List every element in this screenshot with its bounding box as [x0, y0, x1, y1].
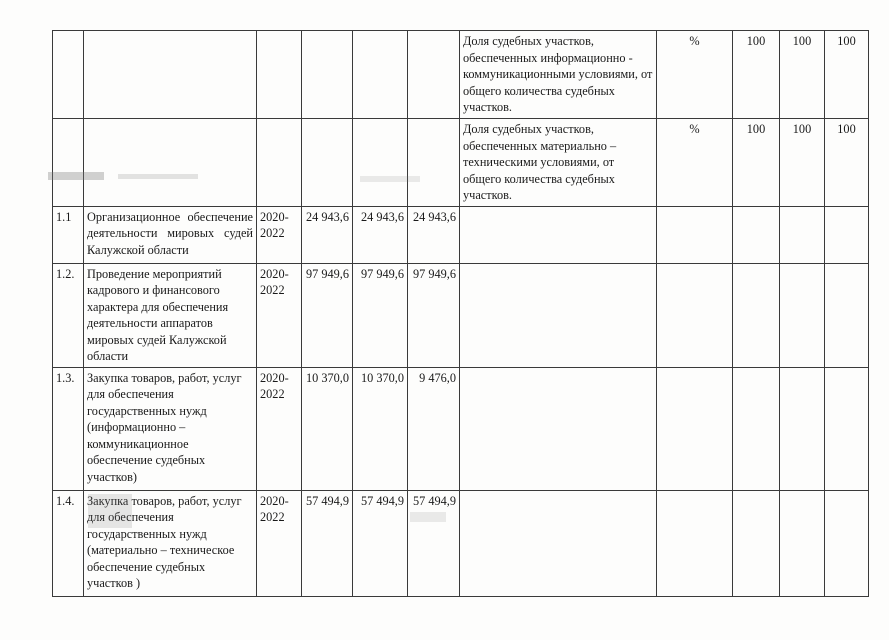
item-name: Проведение мероприятий кадрового и финансового характера для обеспечения деятельности аппаратов мировых судей Калужской области — [84, 263, 257, 367]
value-cell: 100 — [825, 119, 869, 207]
table-cell — [780, 263, 825, 367]
table-cell — [780, 490, 825, 596]
item-period: 2020-2022 — [257, 490, 302, 596]
amount-cell: 24 943,6 — [302, 206, 353, 263]
program-item-row — [53, 490, 869, 596]
table-cell — [257, 31, 302, 119]
item-number: 1.2. — [53, 263, 84, 367]
program-item-row — [53, 206, 869, 263]
table-cell — [408, 31, 460, 119]
table-cell — [733, 263, 780, 367]
indicator-row — [53, 119, 869, 207]
item-period: 2020-2022 — [257, 263, 302, 367]
table-cell — [460, 490, 657, 596]
unit-cell: % — [657, 31, 733, 119]
table-cell — [825, 367, 869, 490]
amount-cell: 97 949,6 — [408, 263, 460, 367]
program-item-row — [53, 367, 869, 490]
value-cell: 100 — [780, 31, 825, 119]
program-table — [52, 30, 869, 597]
amount-cell: 57 494,9 — [353, 490, 408, 596]
table-cell — [825, 206, 869, 263]
amount-cell: 57 494,9 — [408, 490, 460, 596]
table-cell — [53, 119, 84, 207]
item-name: Закупка товаров, работ, услуг для обеспечения государственных нужд (материально – техническое обеспечение судебных участков ) — [84, 490, 257, 596]
amount-cell: 9 476,0 — [408, 367, 460, 490]
table-cell — [733, 367, 780, 490]
table-cell — [84, 119, 257, 207]
table-cell — [780, 206, 825, 263]
amount-cell: 24 943,6 — [353, 206, 408, 263]
unit-cell: % — [657, 119, 733, 207]
table-cell — [733, 206, 780, 263]
table-cell — [353, 31, 408, 119]
table-cell — [460, 263, 657, 367]
indicator-text: Доля судебных участков, обеспеченных материально – техническими условиями, от общего количества судебных участков. — [460, 119, 657, 207]
item-period: 2020-2022 — [257, 206, 302, 263]
value-cell: 100 — [825, 31, 869, 119]
table-cell — [84, 31, 257, 119]
table-cell — [257, 119, 302, 207]
indicator-row — [53, 31, 869, 119]
item-name: Организационное обеспечение деятельности мировых судей Калужской области — [84, 206, 257, 263]
table-cell — [657, 367, 733, 490]
table-cell — [657, 490, 733, 596]
table-cell — [353, 119, 408, 207]
table-cell — [825, 490, 869, 596]
value-cell: 100 — [733, 119, 780, 207]
table-cell — [657, 263, 733, 367]
value-cell: 100 — [733, 31, 780, 119]
item-number: 1.4. — [53, 490, 84, 596]
table-cell — [53, 31, 84, 119]
table-cell — [302, 119, 353, 207]
amount-cell: 24 943,6 — [408, 206, 460, 263]
table-cell — [657, 206, 733, 263]
item-number: 1.1 — [53, 206, 84, 263]
table-cell — [780, 367, 825, 490]
amount-cell: 10 370,0 — [353, 367, 408, 490]
amount-cell: 97 949,6 — [302, 263, 353, 367]
table-cell — [302, 31, 353, 119]
item-number: 1.3. — [53, 367, 84, 490]
value-cell: 100 — [780, 119, 825, 207]
table-cell — [825, 263, 869, 367]
table-cell — [733, 490, 780, 596]
amount-cell: 10 370,0 — [302, 367, 353, 490]
table-cell — [408, 119, 460, 207]
amount-cell: 57 494,9 — [302, 490, 353, 596]
table-cell — [460, 206, 657, 263]
item-period: 2020-2022 — [257, 367, 302, 490]
table-cell — [460, 367, 657, 490]
indicator-text: Доля судебных участков, обеспеченных информационно - коммуникационными условиями, от общего количества судебных участков. — [460, 31, 657, 119]
program-item-row — [53, 263, 869, 367]
amount-cell: 97 949,6 — [353, 263, 408, 367]
item-name: Закупка товаров, работ, услуг для обеспечения государственных нужд (информационно – коммуникационное обеспечение судебных участков) — [84, 367, 257, 490]
